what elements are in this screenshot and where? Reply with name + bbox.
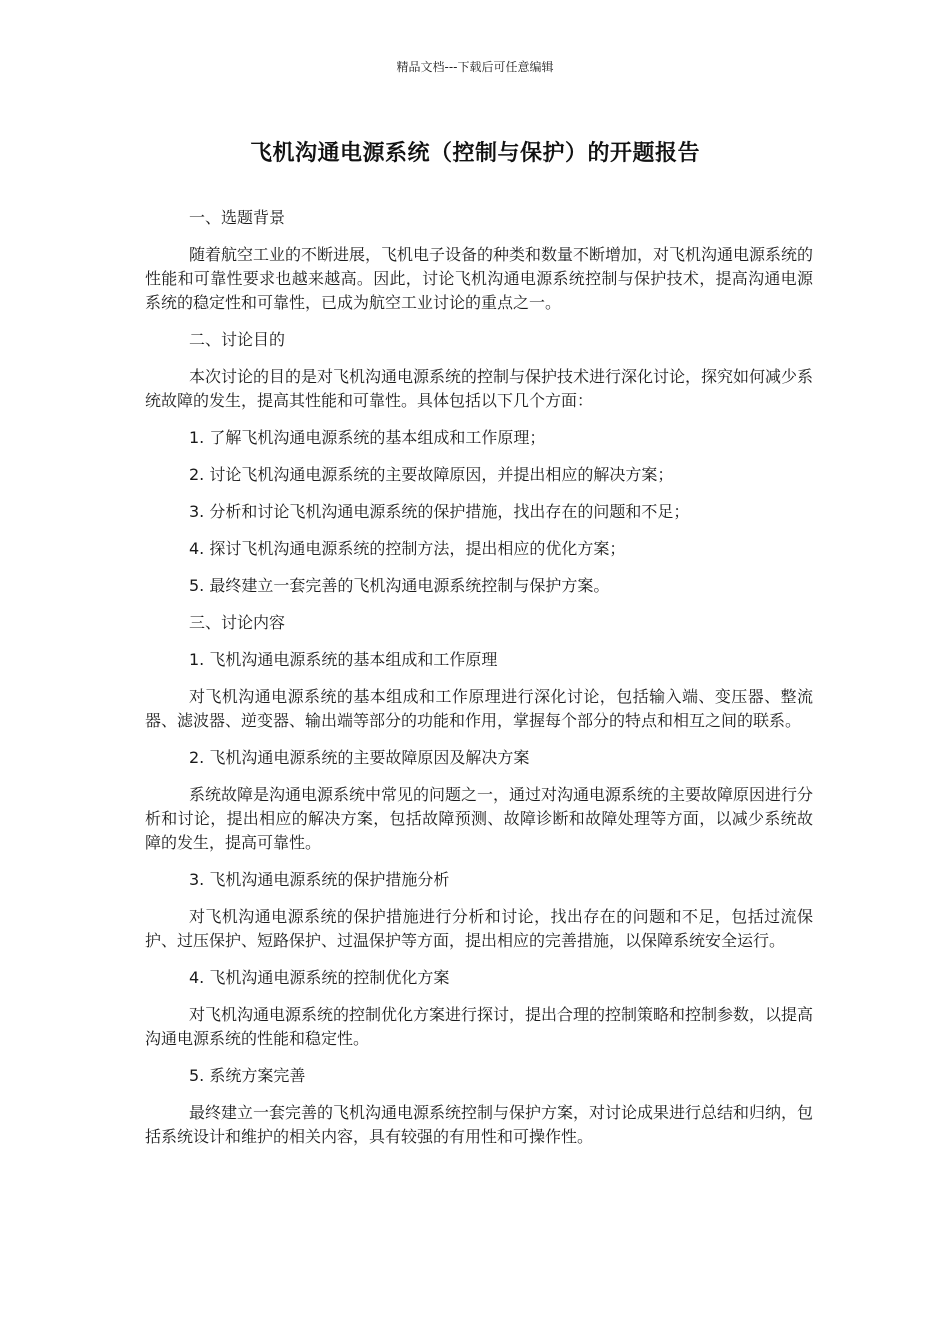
purpose-paragraph: 本次讨论的目的是对飞机沟通电源系统的控制与保护技术进行深化讨论，探究如何减少系统故障的发生，提高其性能和可靠性。具体包括以下几个方面：: [145, 367, 814, 410]
section-heading-background: 一、选题背景: [189, 208, 286, 227]
content-subheading-3: 3. 飞机沟通电源系统的保护措施分析: [189, 870, 450, 889]
section-heading-purpose: 二、讨论目的: [189, 330, 286, 349]
content-subheading-4: 4. 飞机沟通电源系统的控制优化方案: [189, 968, 450, 987]
content-paragraph-1: 对飞机沟通电源系统的基本组成和工作原理进行深化讨论，包括输入端、变压器、整流器、滤波器、逆变器、输出端等部分的功能和作用，掌握每个部分的特点和相互之间的联系。: [145, 687, 813, 730]
content-paragraph-5: 最终建立一套完善的飞机沟通电源系统控制与保护方案，对讨论成果进行总结和归纳，包括系统设计和维护的相关内容，具有较强的有用性和可操作性。: [145, 1103, 814, 1146]
content-paragraph-4: 对飞机沟通电源系统的控制优化方案进行探讨，提出合理的控制策略和控制参数，以提高沟通电源系统的性能和稳定性。: [145, 1005, 814, 1048]
content-subheading-2: 2. 飞机沟通电源系统的主要故障原因及解决方案: [189, 748, 530, 767]
document-title: 飞机沟通电源系统（控制与保护）的开题报告: [249, 141, 700, 166]
document-body: [145, 206, 813, 1162]
section-heading-content: 三、讨论内容: [189, 613, 286, 632]
background-paragraph: 随着航空工业的不断进展，飞机电子设备的种类和数量不断增加，对飞机沟通电源系统的性能和可靠性要求也越来越高。因此，讨论飞机沟通电源系统控制与保护技术，提高沟通电源系统的稳定性和可靠性，已成为航空工业讨论的重点之一。: [145, 245, 814, 312]
content-paragraph-3: 对飞机沟通电源系统的保护措施进行分析和讨论，找出存在的问题和不足，包括过流保护、过压保护、短路保护、过温保护等方面，提出相应的完善措施，以保障系统安全运行。: [145, 907, 813, 950]
content-paragraph-2: 系统故障是沟通电源系统中常见的问题之一，通过对沟通电源系统的主要故障原因进行分析和讨论，提出相应的解决方案，包括故障预测、故障诊断和故障处理等方面，以减少系统故障的发生，提高可靠性。: [145, 785, 814, 852]
content-subheading-1: 1. 飞机沟通电源系统的基本组成和工作原理: [189, 650, 498, 669]
purpose-item-2: 2. 讨论飞机沟通电源系统的主要故障原因，并提出相应的解决方案；: [189, 465, 674, 484]
purpose-item-1: 1. 了解飞机沟通电源系统的基本组成和工作原理；: [189, 428, 546, 447]
purpose-item-4: 4. 探讨飞机沟通电源系统的控制方法，提出相应的优化方案；: [189, 539, 626, 558]
purpose-item-3: 3. 分析和讨论飞机沟通电源系统的保护措施，找出存在的问题和不足；: [189, 502, 690, 521]
content-subheading-5: 5. 系统方案完善: [189, 1066, 306, 1085]
page-header: 精品文档---下载后可任意编辑: [396, 60, 554, 74]
purpose-item-5: 5. 最终建立一套完善的飞机沟通电源系统控制与保护方案。: [189, 576, 610, 595]
